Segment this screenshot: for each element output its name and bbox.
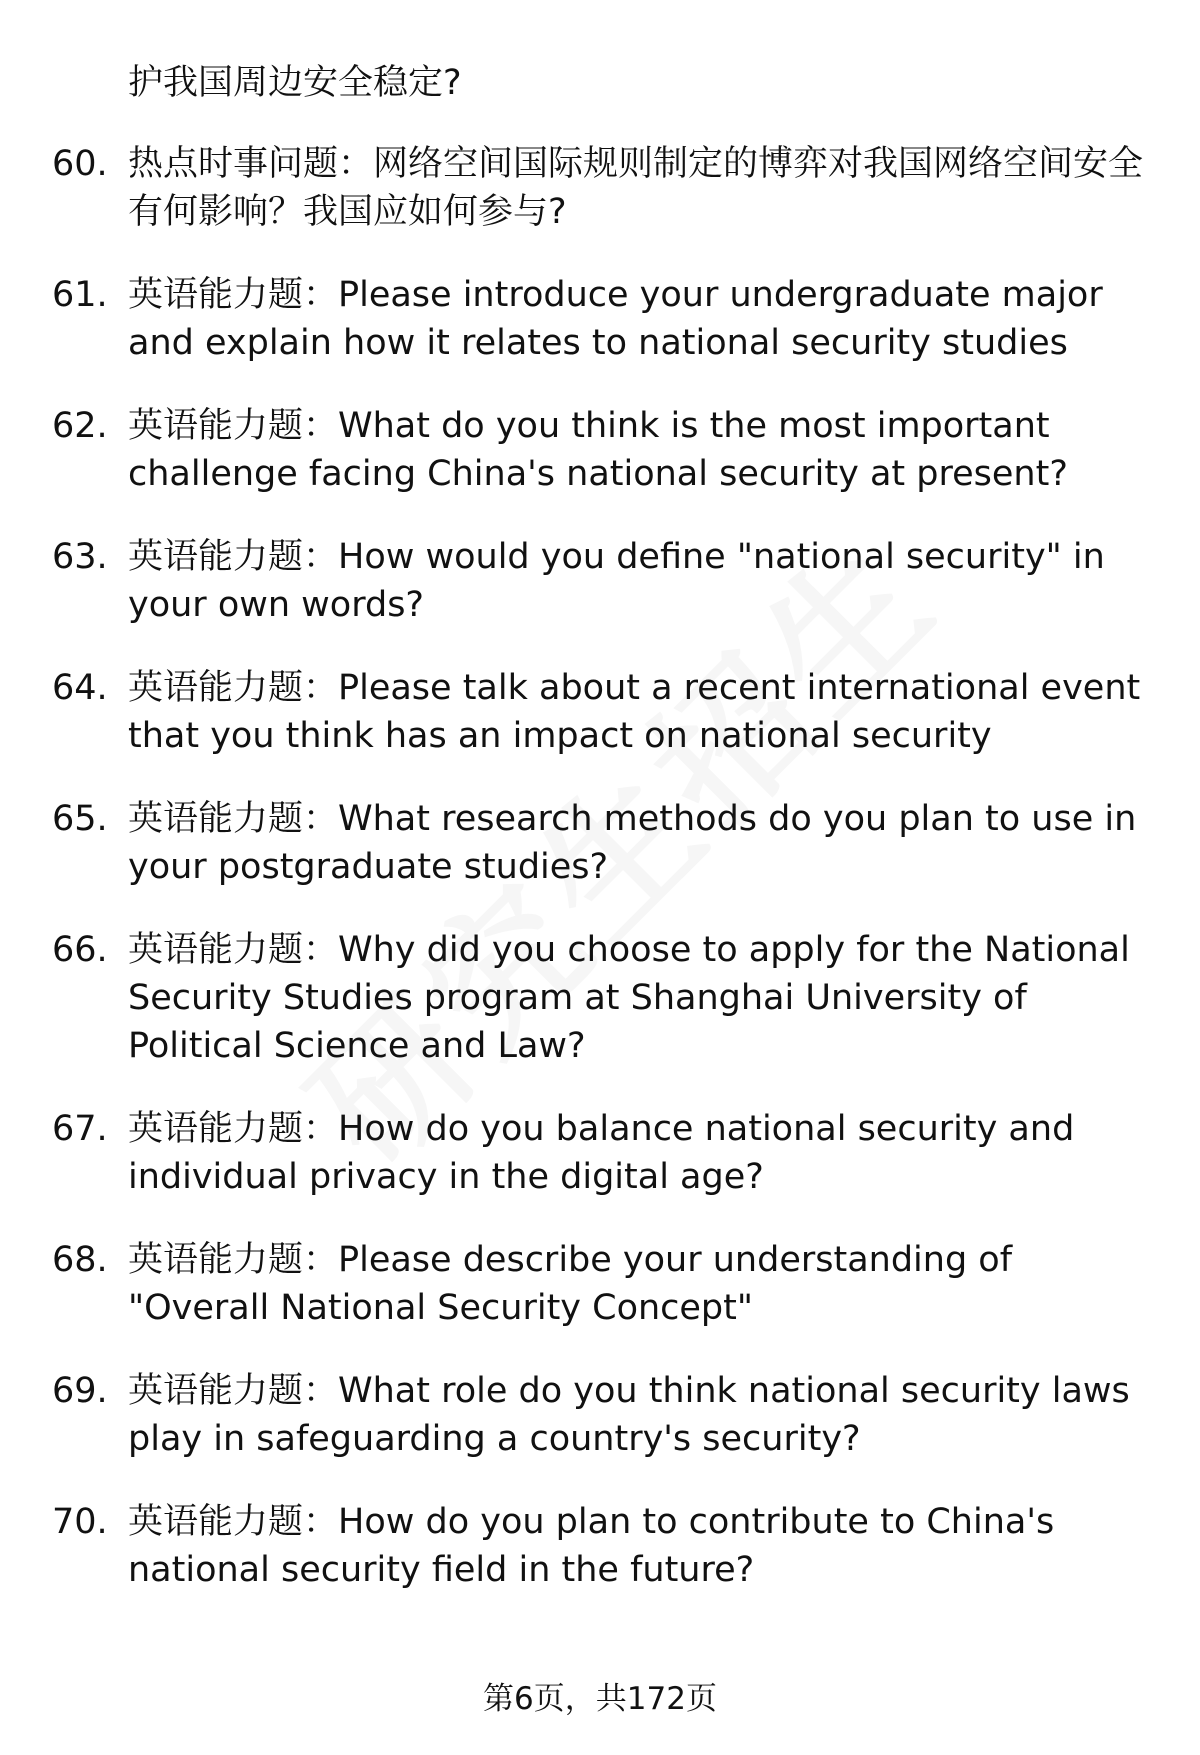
question-number: 67. [52,1109,108,1149]
question-text: 英语能力题：What do you think is the most important challenge facing China's national security at present? [128,406,1068,494]
question-number: 63. [52,537,108,577]
question-item [52,1367,1162,1463]
question-text: 英语能力题：What research methods do you plan to use in your postgraduate studies? [128,799,1137,887]
page-footer: 第6页，共172页 [483,1681,717,1717]
question-number: 68. [52,1240,108,1280]
question-item [52,1498,1162,1594]
question-number: 61. [52,275,108,315]
question-number: 70. [52,1502,108,1542]
question-item [52,926,1162,1070]
question-number: 65. [52,799,108,839]
question-item [52,1236,1162,1332]
question-list [52,140,1162,1629]
question-item [52,402,1162,498]
continuation-text: 护我国周边安全稳定? [128,63,462,103]
question-text: 英语能力题：What role do you think national security laws play in safeguarding a country's security? [128,1371,1130,1459]
question-number: 62. [52,406,108,446]
question-text: 英语能力题：How do you plan to contribute to China's national security field in the future? [128,1502,1055,1590]
question-number: 69. [52,1371,108,1411]
question-number: 60. [52,144,108,184]
question-number: 64. [52,668,108,708]
question-text: 热点时事问题：网络空间国际规则制定的博弈对我国网络空间安全有何影响？我国应如何参与? [128,144,1144,232]
question-text: 英语能力题：Why did you choose to apply for the National Security Studies program at Shanghai University of Political Science and Law? [128,930,1130,1066]
question-text: 英语能力题：Please introduce your undergraduate major and explain how it relates to national security studies [128,275,1103,363]
question-item [52,140,1162,236]
question-item [52,533,1162,629]
question-text: 英语能力题：How do you balance national security and individual privacy in the digital age? [128,1109,1075,1197]
question-text: 英语能力题：Please talk about a recent international event that you think has an impact on national security [128,668,1141,756]
question-item [52,271,1162,367]
question-item [52,664,1162,760]
question-text: 英语能力题：How would you define "national security" in your own words? [128,537,1105,625]
question-item [52,1105,1162,1201]
question-text: 英语能力题：Please describe your understanding of "Overall National Security Concept" [128,1240,1013,1328]
question-number: 66. [52,930,108,970]
question-item [52,795,1162,891]
